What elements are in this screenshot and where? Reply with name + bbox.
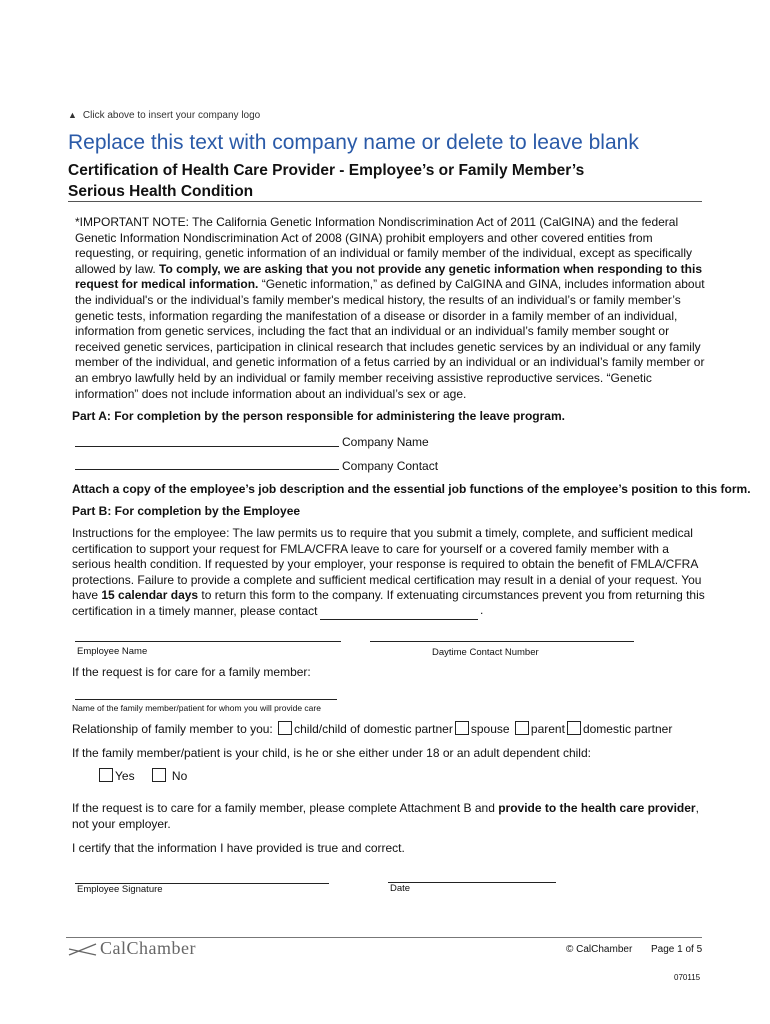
relationship-label: Relationship of family member to you: <box>72 722 273 736</box>
option-parent: parent <box>530 722 565 736</box>
note-text-1: *IMPORTANT NOTE: The California Genetic Information Nondiscrimination Act of 2011 (CalGINA) and the federal Genetic Information Nondiscrimination Act of 2008 (GINA) prohibit employers and other covered entities from requesting, or requiring, genetic information of an individual or family member of the individual, except as specifically allowed by law. <box>75 215 692 276</box>
employee-name-field[interactable] <box>75 641 341 642</box>
family-member-name-label: Name of the family member/patient for whom you will provide care <box>72 703 321 713</box>
note-text-bold: To comply, we are asking that you not provide any genetic information when responding to this request for medical information. <box>75 261 702 292</box>
no-label: No <box>171 769 188 783</box>
title-divider <box>68 201 702 202</box>
logo-hint <box>68 110 260 121</box>
form-title-line1: Certification of Health Care Provider - Employee’s or Family Member’s <box>68 162 585 179</box>
attachment-note <box>72 801 712 832</box>
company-name-field[interactable] <box>75 446 339 447</box>
calchamber-logo <box>68 938 196 959</box>
checkbox-no[interactable] <box>152 768 166 782</box>
instructions-text-1: Instructions for the employee: The law permits us to require that you submit a timely, complete, and sufficient medical certification to support your request for FMLA/CFRA leave to care for yourself or a covered family member with a serious health condition. If requested by your employer, your response is required to obtain the benefit of FMLA/CFRA protections. Failure to provide a complete and sufficient medical certification may result in a denial of your request. You have <box>72 526 702 603</box>
part-b-heading: Part B: For completion by the Employee <box>72 504 301 518</box>
employee-instructions <box>72 526 708 620</box>
family-request-text: If the request is for care for a family member: <box>72 665 311 679</box>
certify-text: I certify that the information I have provided is true and correct. <box>72 841 405 855</box>
period: . <box>480 603 484 617</box>
checkbox-child[interactable] <box>278 721 292 735</box>
form-title-line2: Serious Health Condition <box>68 183 254 200</box>
option-child: child/child of domestic partner <box>294 722 453 736</box>
instructions-bold: 15 calendar days <box>101 588 199 603</box>
option-domestic-partner: domestic partner <box>582 722 673 736</box>
instructions-text-2: to return this form to the company. If extenuating circumstances prevent you from returning this certification in a timely manner, please contact <box>72 588 705 618</box>
daytime-contact-label: Daytime Contact Number <box>432 647 539 658</box>
part-a-heading: Part A: For completion by the person responsible for administering the leave program. <box>72 409 565 423</box>
triangle-up-icon: ▲ <box>68 110 77 120</box>
child-question: If the family member/patient is your child, is he or she either under 18 or an adult dependent child: <box>72 746 591 760</box>
checkbox-parent[interactable] <box>515 721 529 735</box>
form-code: 070115 <box>674 973 701 982</box>
date-label: Date <box>390 883 411 894</box>
attachment-text-1: If the request is to care for a family member, please complete Attachment B and <box>72 801 499 815</box>
daytime-contact-field[interactable] <box>370 641 634 642</box>
family-member-name-field[interactable] <box>75 699 337 700</box>
checkbox-yes[interactable] <box>99 768 113 782</box>
copyright: © CalChamber <box>566 944 633 955</box>
important-note <box>75 215 705 402</box>
company-name-placeholder[interactable]: Replace this text with company name or delete to leave blank <box>68 131 639 154</box>
relationship-row <box>72 721 672 736</box>
company-contact-label: Company Contact <box>342 459 439 473</box>
company-name-label: Company Name <box>342 435 429 449</box>
employee-name-label: Employee Name <box>77 646 148 657</box>
contact-person-field[interactable] <box>320 619 478 620</box>
swoosh-icon <box>68 941 98 957</box>
brand-text: CalChamber <box>100 938 196 958</box>
checkbox-domestic-partner[interactable] <box>567 721 581 735</box>
attach-note: Attach a copy of the employee’s job description and the essential job functions of the employee’s position to this form. <box>72 482 751 496</box>
logo-hint-text: Click above to insert your company logo <box>82 110 261 121</box>
attachment-text-2: , not your employer. <box>72 801 699 831</box>
signature-label: Employee Signature <box>77 884 163 895</box>
note-text-2: “Genetic information,” as defined by CalGINA and GINA, includes information about the individual's or the individual’s family member's medical history, the results of an individual’s or family member’s genetic tests, information regarding the manifestation of a disease or disorder in a family member of an individual, information from genetic services, including the fact that an individual or an individual’s family member sought or received genetic services, participation in clinical research that includes genetic services by an individual or any family member of the individual, and genetic information of a fetus carried by an individual or an individual’s family member or an embryo lawfully held by an individual or family member receiving assistive reproductive services. “Genetic information” does not include information about an individual’s sex or age. <box>75 277 705 401</box>
yes-label: Yes <box>115 769 135 783</box>
date-field[interactable] <box>388 882 556 883</box>
attachment-bold: provide to the health care provider <box>498 801 696 815</box>
option-spouse: spouse <box>470 722 510 736</box>
page-number: Page 1 of 5 <box>651 944 703 955</box>
checkbox-spouse[interactable] <box>455 721 469 735</box>
company-contact-field[interactable] <box>75 469 339 470</box>
child-answer-row <box>97 768 187 783</box>
form-title <box>68 160 584 202</box>
